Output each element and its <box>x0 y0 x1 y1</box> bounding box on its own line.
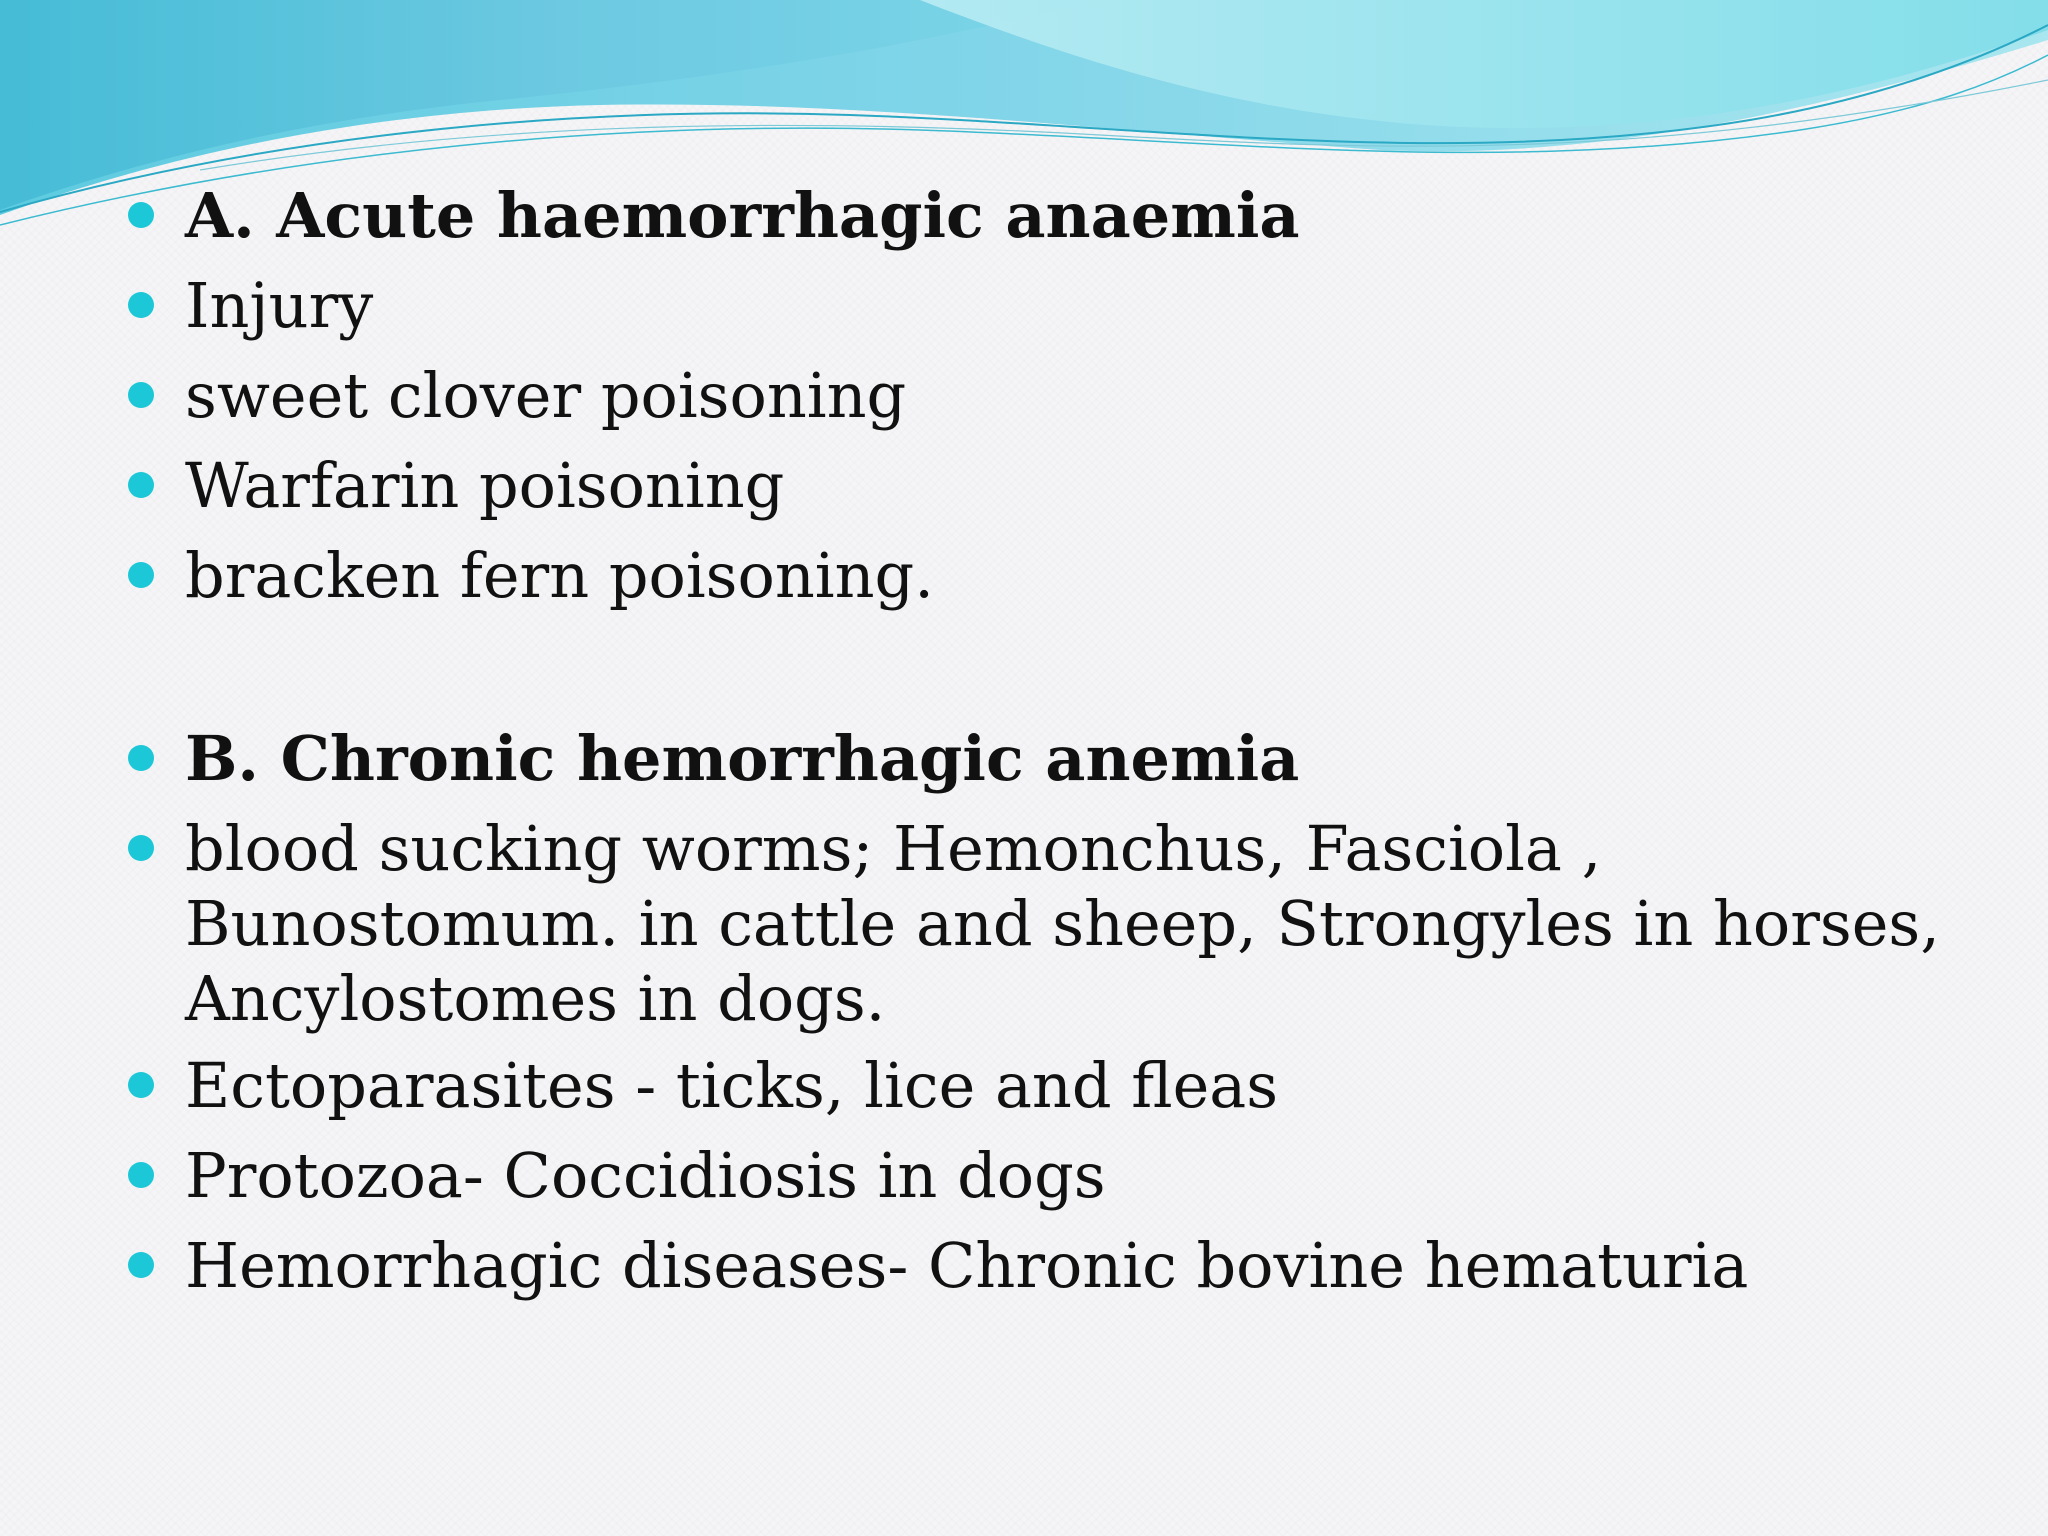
list-item: bracken fern poisoning. <box>185 539 934 612</box>
list-item: blood sucking worms; Hemonchus, Fasciola , Bunostomum. in cattle and sheep, Strongyles in horses, Ancylostomes in dogs. <box>185 812 1940 1035</box>
bullet-icon <box>128 1162 154 1188</box>
bullet-icon <box>128 835 154 861</box>
bullet-icon <box>128 202 154 228</box>
bullet-icon <box>128 472 154 498</box>
bullet-icon <box>128 382 154 408</box>
list-item: Hemorrhagic diseases- Chronic bovine hematuria <box>185 1229 1749 1302</box>
list-item-heading-chronic: B. Chronic hemorrhagic anemia <box>185 722 1300 795</box>
bullet-icon <box>128 1252 154 1278</box>
list-item: Ectoparasites - ticks, lice and fleas <box>185 1049 1279 1122</box>
list-item: sweet clover poisoning <box>185 359 907 432</box>
bullet-icon <box>128 292 154 318</box>
list-item-heading-acute: A. Acute haemorrhagic anaemia <box>185 179 1300 252</box>
bullet-icon <box>128 745 154 771</box>
bullet-icon <box>128 562 154 588</box>
bullet-icon <box>128 1072 154 1098</box>
list-item: Protozoa- Coccidiosis in dogs <box>185 1139 1106 1212</box>
list-item: Injury <box>185 269 374 342</box>
list-item: Warfarin poisoning <box>185 449 785 522</box>
